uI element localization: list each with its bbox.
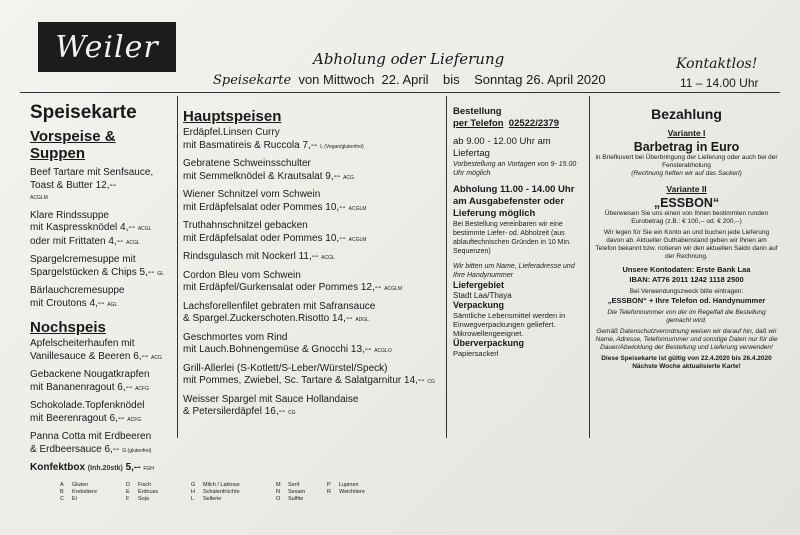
menu-item: Schokolade.Topfenknödel mit Beerenragout 6,-- ACFG (30, 400, 145, 424)
variante-1-text: in Briefkuvert bei Überbringung der Lieferung oder auch bei der Fensterabholung (595, 154, 778, 169)
allergen-legend-4: M Senf N Sesam O Sulfite (276, 482, 306, 502)
menu-item: Beef Tartare mit Senfsauce, Toast & Butter 12,-- ACGLM (30, 167, 154, 201)
menu-item: Apfelscheiterhaufen mit Vanillesauce & Beeren 6,-- ACG (30, 338, 162, 362)
variante-1-label: Variante I (667, 128, 706, 138)
divider-3 (589, 96, 590, 438)
dsgvo-note: Gemäß Datenschutzverordnung weisen wir darauf hin, daß wir Name, Adresse, Telefonnummer und sonstige Daten nur für die Dauer/Abwicklung der Bestellung und Lieferung verwenden! (595, 327, 778, 351)
allergen-legend-5: P Lupinen R Weichtiere (327, 482, 365, 495)
ordering-column (453, 96, 586, 358)
order-hours: ab 9.00 - 12.00 Uhr am Liefertag (453, 136, 551, 159)
divider-1 (177, 96, 178, 438)
liefergebiet-label: Liefergebiet (453, 280, 505, 290)
menu-item: Gebratene Schweinsschulter mit Semmelknödel & Krautsalat 9,-- ACG (183, 158, 354, 182)
vorbestellung-note: Vorbestellung an Vortagen von 9- 15.00 Uhr möglich (453, 161, 577, 177)
bis-label: bis (442, 72, 460, 87)
konto-title: Unsere Kontodaten: Erste Bank Laa (622, 265, 751, 274)
barbetrag-title: Barbetrag in Euro (633, 140, 740, 154)
menu-item: Cordon Bleu vom Schwein mit Erdäpfel/Gurkensalat oder Pommes 12,-- ACGLM (183, 269, 402, 293)
allergen-legend-2: D Fisch E Erdnuss F Soja (126, 482, 159, 502)
zweck-label: Bei Verwendungszweck bitte eintragen: (629, 288, 744, 295)
allergen-legend-1: A Gluten B Krebstiere C Ei (60, 482, 98, 502)
menu-item: Spargelcremesuppe mit Spargelstücken & Chips 5,-- GL (30, 254, 164, 278)
menu-item: Lachsforellenfilet gebraten mit Safransauce & Spargel.Zuckerschoten.Risotto 14,-- ADGL (183, 300, 376, 324)
kontaktlos-label: Kontaktlos! (676, 56, 758, 72)
menu-item: Grill-Allerlei (S-Kotlett/S-Leber/Würstel/Speck) mit Pommes, Zwiebel, Sc. Tartare & Salatgarnitur 14,-- CG (183, 362, 435, 386)
von-date: 22. April (381, 72, 429, 87)
menu-item: Gebackene Nougatkrapfen mit Bananenragout 6,-- ACFG (30, 369, 150, 393)
ueberverpackung-label: Überverpackung (453, 338, 525, 348)
zweck-value: „ESSBON“ + Ihre Telefon od. Handynummer (607, 296, 766, 305)
divider-2 (446, 96, 447, 438)
menu-item: Geschmortes vom Rind mit Lauch.Bohnengemüse & Gnocchi 13,-- ACGLO (183, 331, 392, 355)
pickup-time-note: Bei Bestellung vereinbaren wir eine bestimmte Liefer- od. Abholzeit (aus ablauftechnischen Gründen in 10 Min. Sequenzen) (453, 221, 571, 255)
variante-2-account-text: Wir legen für Sie ein Konto an und buchen jede Lieferung davon ab. Aktueller Guthabenstand geben wir Ihnen am Telefon bekannt bzw. notieren wir den aktuellen Saldo dann auf der Rechnung. (595, 229, 778, 260)
speisekarte-label: Speisekarte (213, 73, 292, 88)
verpackung-label: Verpackung (453, 300, 505, 310)
nachspeis-title: Nochspeis (30, 319, 106, 336)
weiler-logo: Weiler (38, 22, 176, 72)
starters-desserts-column (30, 96, 172, 476)
opening-hours: 11 – 14.00 Uhr (680, 76, 759, 90)
abholung-info: Abholung 11.00 - 14.00 Uhr am Ausgabefenster oder Lieferung möglich (453, 184, 575, 219)
abholung-heading: Abholung oder Lieferung (313, 50, 505, 68)
speisekarte-title: Speisekarte (30, 102, 137, 123)
header-rule (20, 92, 780, 93)
next-week-note: Nächste Woche aktualisierte Karte! (632, 362, 741, 370)
liefergebiet-value: Stadt Laa/Thaya (453, 291, 512, 300)
tel-note: Die Telefonnummer von der im Regelfall die Bestellung gemacht wird. (607, 308, 766, 324)
ueberverpackung-value: Papiersackerl (453, 349, 499, 358)
main-dishes-column (183, 96, 441, 420)
bezahlung-title: Bezahlung (651, 106, 722, 122)
menu-item: Erdäpfel.Linsen Curry mit Basmatireis & Ruccola 7,-- L (Vegan/glutenfrei) (183, 127, 364, 151)
vorspeise-title: Vorspeise & Suppen (30, 128, 116, 162)
allergen-legend-3: G Milch / Laktose H Schalenfrüchte L Sellerie (191, 482, 240, 502)
menu-item: Klare Rindssuppe mit Kaspressknödel 4,-- ACGL oder mit Frittaten 4,-- ACGL (30, 209, 152, 247)
date-line (213, 72, 606, 88)
menu-item: Bärlauchcremesuppe mit Croutons 4,-- AGL (30, 285, 125, 309)
menu-item: Rindsgulasch mit Nockerl 11,-- ACGL (183, 251, 335, 262)
iban: IBAN: AT76 2011 1242 1118 2500 (629, 274, 744, 284)
bestellung-label: Bestellung (453, 106, 502, 117)
von-label: von Mittwoch (298, 72, 375, 87)
essbon-title: „ESSBON“ (653, 196, 720, 210)
payment-column (595, 96, 778, 371)
menu-item: Truthahnschnitzel gebacken mit Erdäpfelsalat oder Pommes 10,-- ACGLM (183, 220, 367, 244)
validity-note: Diese Speisekarte ist gültig von 22.4.2020 bis 26.4.2020 (601, 354, 772, 362)
menu-item: Wiener Schnitzel vom Schwein mit Erdäpfelsalat oder Pommes 10,-- ACGLM (183, 189, 367, 213)
menu-item: Panna Cotta mit Erdbeeren & Erdbeersauce 6,-- G (glutenfrei) (30, 431, 152, 455)
phone-line: per Telefon 02522/2379 (453, 118, 559, 129)
verpackung-text: Sämtliche Lebensmittel werden in Einwegverpackungen geliefert. Mikrowellengeeignet. (453, 311, 566, 338)
bis-date: Sonntag 26. April 2020 (474, 72, 606, 87)
variante-1-note: (Rechnung heften wir auf das Sackerl) (631, 170, 742, 177)
menu-item: Weisser Spargel mit Sauce Hollandaise & Petersilerdäpfel 16,-- CG (183, 393, 359, 417)
konfektbox-item: Konfektbox (Inh.20stk) 5,-- FGH (30, 462, 154, 473)
variante-2-text: Überweisen Sie uns einen von Ihnen bestimmten runden Eurobetrag (z.B.: € 100,-- od. € 200,--) (604, 210, 769, 225)
hauptspeisen-title: Hauptspeisen (183, 108, 282, 125)
variante-2-label: Variante II (666, 184, 707, 194)
request-note: Wir bitten um Name, Lieferadresse und Ihre Handynummer (453, 263, 575, 279)
